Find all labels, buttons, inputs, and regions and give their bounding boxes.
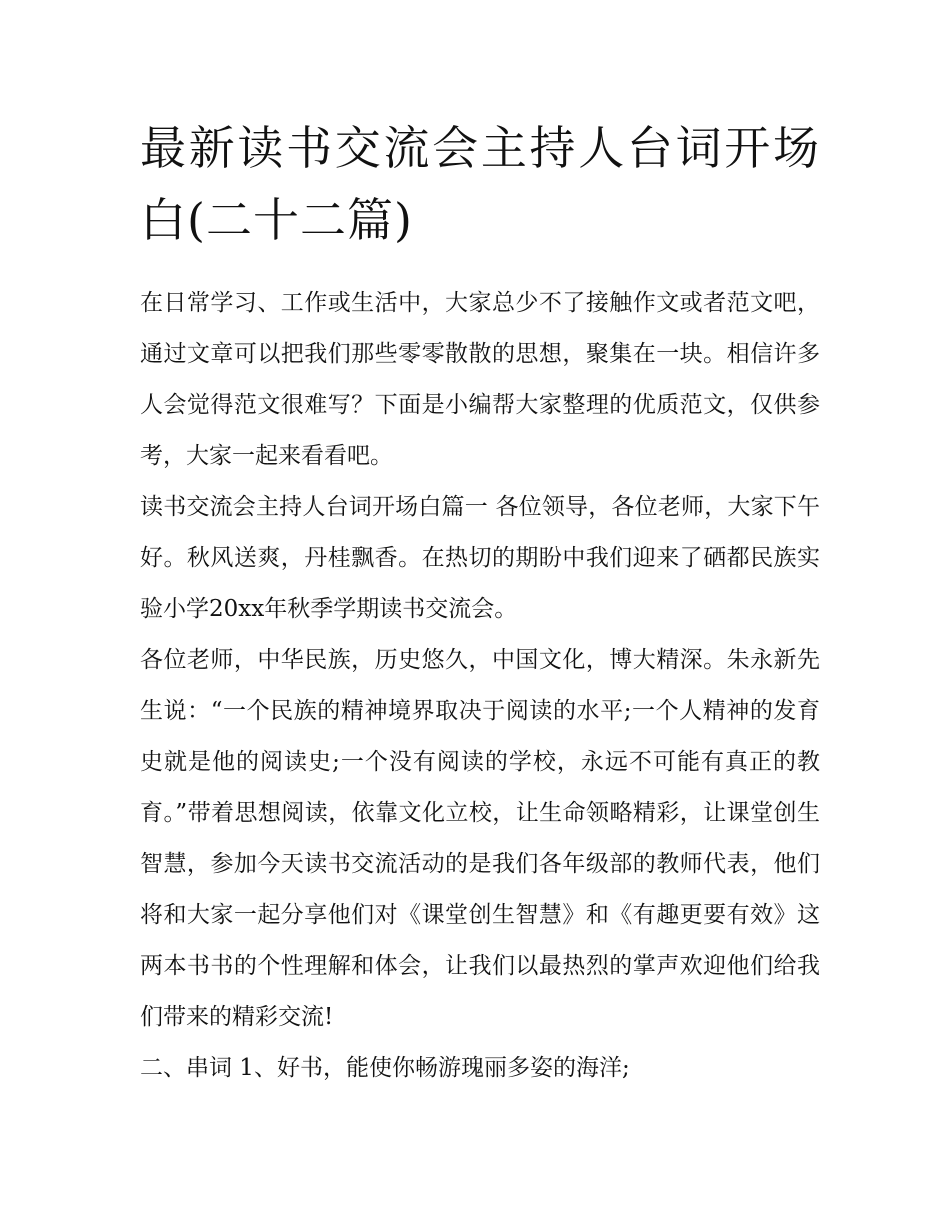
document-title: 最新读书交流会主持人台词开场白(二十二篇) (140, 121, 820, 247)
paragraph-speech: 各位老师，中华民族，历史悠久，中国文化，博大精深。朱永新先生说：“一个民族的精神境界取决于阅读的水平;一个人精神的发育史就是他的阅读史;一个没有阅读的学校，永远不可能有真正的教育。”带着思想阅读，依靠文化立校，让生命领略精彩，让课堂创生智慧，参加今天读书交流活动的是我们各年级部的教师代表，他们将和大家一起分享他们对《课堂创生智慧》和《有趣更要有效》这两本书书的个性理解和体会，让我们以最热烈的掌声欢迎他们给我们带来的精彩交流! (140, 647, 820, 1030)
document-body (140, 112, 820, 1094)
paragraph-links: 二、串词 1、好书，能使你畅游瑰丽多姿的海洋; (140, 1055, 630, 1081)
paragraph-opening: 读书交流会主持人台词开场白篇一 各位领导，各位老师，大家下午好。秋风送爽，丹桂飘香。在热切的期盼中我们迎来了硒都民族实验小学20xx年秋季学期读书交流会。 (140, 494, 820, 622)
paragraph-intro: 在日常学习、工作或生活中，大家总少不了接触作文或者范文吧，通过文章可以把我们那些零零散散的思想，聚集在一块。相信许多人会觉得范文很难写？下面是小编帮大家整理的优质范文，仅供参考，大家一起来看看吧。 (140, 290, 820, 469)
